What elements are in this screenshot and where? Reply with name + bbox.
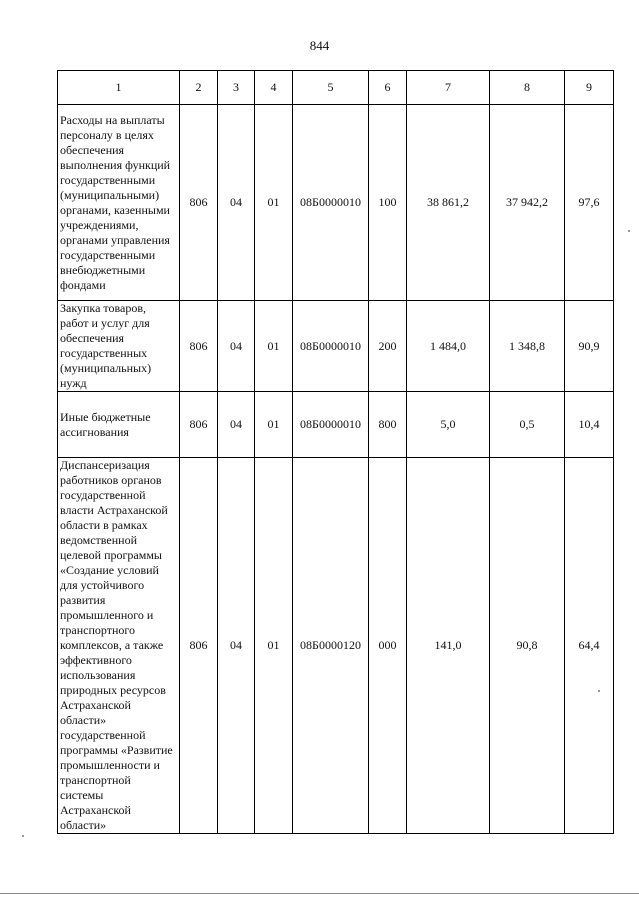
cell-section-code: 04 [218, 105, 255, 301]
column-header: 8 [490, 71, 565, 105]
scan-speck [22, 835, 24, 837]
cell-target-article: 08Б0000120 [293, 458, 369, 834]
cell-section-code: 04 [218, 458, 255, 834]
cell-subsection-code: 01 [255, 392, 293, 458]
cell-value-actual: 90,8 [490, 458, 565, 834]
cell-expense-type: 100 [369, 105, 407, 301]
cell-ministry-code: 806 [180, 301, 218, 392]
column-header: 5 [293, 71, 369, 105]
column-header: 1 [58, 71, 180, 105]
scan-speck [628, 230, 630, 232]
cell-percent: 64,4 [565, 458, 614, 834]
row-description: Закупка товаров, работ и услуг для обеспечения государственных (муниципальных) нужд [58, 301, 180, 392]
table-row [58, 392, 614, 458]
row-description: Иные бюджетные ассигнования [58, 392, 180, 458]
cell-value-plan: 38 861,2 [407, 105, 490, 301]
column-header: 2 [180, 71, 218, 105]
table-row [58, 105, 614, 301]
cell-percent: 10,4 [565, 392, 614, 458]
cell-ministry-code: 806 [180, 458, 218, 834]
cell-value-plan: 1 484,0 [407, 301, 490, 392]
page-number: 844 [309, 38, 330, 53]
cell-subsection-code: 01 [255, 301, 293, 392]
cell-percent: 97,6 [565, 105, 614, 301]
cell-ministry-code: 806 [180, 105, 218, 301]
header-row [58, 71, 614, 105]
cell-expense-type: 000 [369, 458, 407, 834]
column-header: 6 [369, 71, 407, 105]
table-row [58, 458, 614, 834]
cell-value-plan: 5,0 [407, 392, 490, 458]
cell-target-article: 08Б0000010 [293, 392, 369, 458]
column-header: 3 [218, 71, 255, 105]
scan-speck [598, 690, 600, 692]
cell-value-plan: 141,0 [407, 458, 490, 834]
column-header: 7 [407, 71, 490, 105]
table-row [58, 301, 614, 392]
column-header: 9 [565, 71, 614, 105]
cell-target-article: 08Б0000010 [293, 301, 369, 392]
row-description: Расходы на выплаты персоналу в целях обеспечения выполнения функций государственными (муниципальными) органами, казенными учреждениями, органами управления государственными внебюджетными фондами [58, 105, 180, 301]
cell-value-actual: 0,5 [490, 392, 565, 458]
column-header: 4 [255, 71, 293, 105]
cell-value-actual: 1 348,8 [490, 301, 565, 392]
cell-expense-type: 800 [369, 392, 407, 458]
row-description: Диспансеризация работников органов государственной власти Астраханской области в рамках ведомственной целевой программы «Создание условий для устойчивого развития промышленного и транспортного комплексов, а также эффективного использования природных ресурсов Астраханской области» государственной программы «Развитие промышленности и транспортной системы Астраханской области» [58, 458, 180, 834]
cell-ministry-code: 806 [180, 392, 218, 458]
cell-subsection-code: 01 [255, 105, 293, 301]
cell-section-code: 04 [218, 301, 255, 392]
cell-section-code: 04 [218, 392, 255, 458]
budget-table [57, 70, 614, 834]
cell-percent: 90,9 [565, 301, 614, 392]
cell-expense-type: 200 [369, 301, 407, 392]
scan-edge-line [0, 893, 639, 894]
cell-target-article: 08Б0000010 [293, 105, 369, 301]
cell-subsection-code: 01 [255, 458, 293, 834]
cell-value-actual: 37 942,2 [490, 105, 565, 301]
